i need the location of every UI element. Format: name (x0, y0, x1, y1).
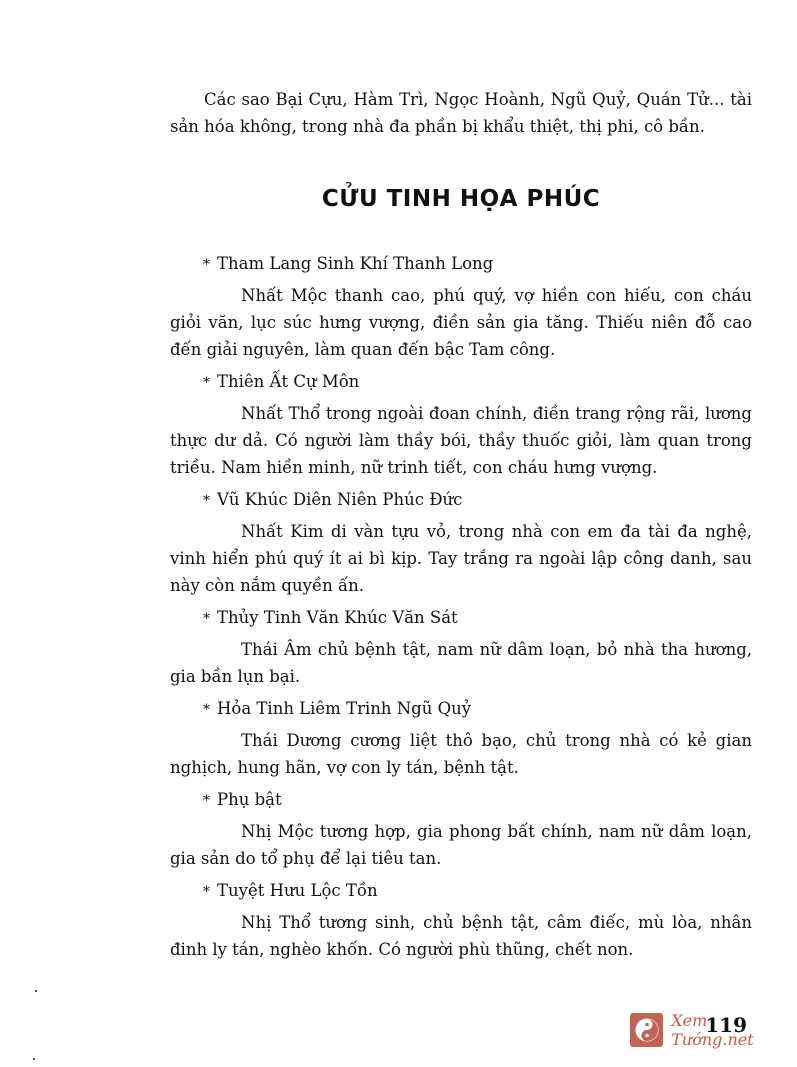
entry (170, 604, 752, 690)
entry-heading-text: Hỏa Tinh Liêm Trinh Ngũ Quỷ (217, 699, 472, 718)
entry-heading (170, 877, 752, 906)
entry-heading-text: Vũ Khúc Diên Niên Phúc Đức (217, 490, 463, 509)
entry (170, 368, 752, 481)
entry (170, 877, 752, 963)
entry-body: Thái Dương cương liệt thô bạo, chủ trong nhà có kẻ gian nghịch, hung hãn, vợ con ly tán, bệnh tật. (170, 731, 752, 777)
entry-heading (170, 250, 752, 279)
entry-heading-text: Phụ bật (217, 790, 282, 809)
entry-heading (170, 695, 752, 724)
scan-speck (35, 990, 37, 992)
page-number: 119 (705, 1013, 747, 1037)
entry-body: Nhất Thổ trong ngoài đoan chính, điền trang rộng rãi, lương thực dư dả. Có người làm thầy bói, thầy thuốc giỏi, làm quan trong triều. Nam hiền minh, nữ trinh tiết, con cháu hưng vượng. (170, 404, 752, 477)
entry-body: Thái Âm chủ bệnh tật, nam nữ dâm loạn, bỏ nhà tha hương, gia bần lụn bại. (170, 640, 752, 686)
entry-heading (170, 368, 752, 397)
bullet-icon: * (203, 375, 210, 391)
entry-body: Nhị Mộc tương hợp, gia phong bất chính, nam nữ dâm loạn, gia sản do tổ phụ để lại tiêu tan. (170, 822, 752, 868)
entry (170, 695, 752, 781)
entry (170, 786, 752, 872)
bullet-icon: * (203, 884, 210, 900)
yin-yang-icon (630, 1013, 663, 1047)
entry-body: Nhất Mộc thanh cao, phú quý, vợ hiền con hiếu, con cháu giỏi văn, lục súc hưng vượng, điền sản gia tăng. Thiếu niên đỗ cao đến giải nguyên, làm quan đến bậc Tam công. (170, 286, 752, 359)
entry (170, 250, 752, 363)
bullet-icon: * (203, 702, 210, 718)
entry (170, 486, 752, 599)
bullet-icon: * (203, 611, 210, 627)
section-title: CỬU TINH HỌA PHÚC (321, 186, 601, 212)
watermark-text: Xem Tướng.net (671, 1011, 754, 1049)
bullet-icon: * (203, 257, 210, 273)
entry-heading (170, 486, 752, 515)
scan-speck (33, 1058, 35, 1060)
entry-list (170, 250, 752, 968)
entry-heading-text: Tuyệt Hưu Lộc Tồn (217, 881, 378, 900)
entry-heading-text: Thiên Ất Cự Môn (217, 372, 360, 391)
entry-heading (170, 604, 752, 633)
entry-body: Nhị Thổ tương sinh, chủ bệnh tật, câm điếc, mù lòa, nhân đinh ly tán, nghèo khốn. Có người phù thũng, chết non. (170, 913, 752, 959)
entry-body: Nhất Kim di vàn tựu vỏ, trong nhà con em đa tài đa nghệ, vinh hiển phú quý ít ai bì kịp. Tay trắng ra ngoài lập công danh, sau này còn nắm quyền ấn. (170, 522, 752, 595)
bullet-icon: * (203, 493, 210, 509)
entry-heading-text: Thủy Tinh Văn Khúc Văn Sát (217, 608, 458, 627)
intro-paragraph: Các sao Bại Cựu, Hàm Trì, Ngọc Hoành, Ngũ Quỷ, Quán Tử... tài sản hóa không, trong nhà đa phần bị khẩu thiệt, thị phi, cô bần. (170, 90, 752, 136)
entry-heading-text: Tham Lang Sinh Khí Thanh Long (217, 254, 494, 273)
entry-heading (170, 786, 752, 815)
bullet-icon: * (203, 793, 210, 809)
